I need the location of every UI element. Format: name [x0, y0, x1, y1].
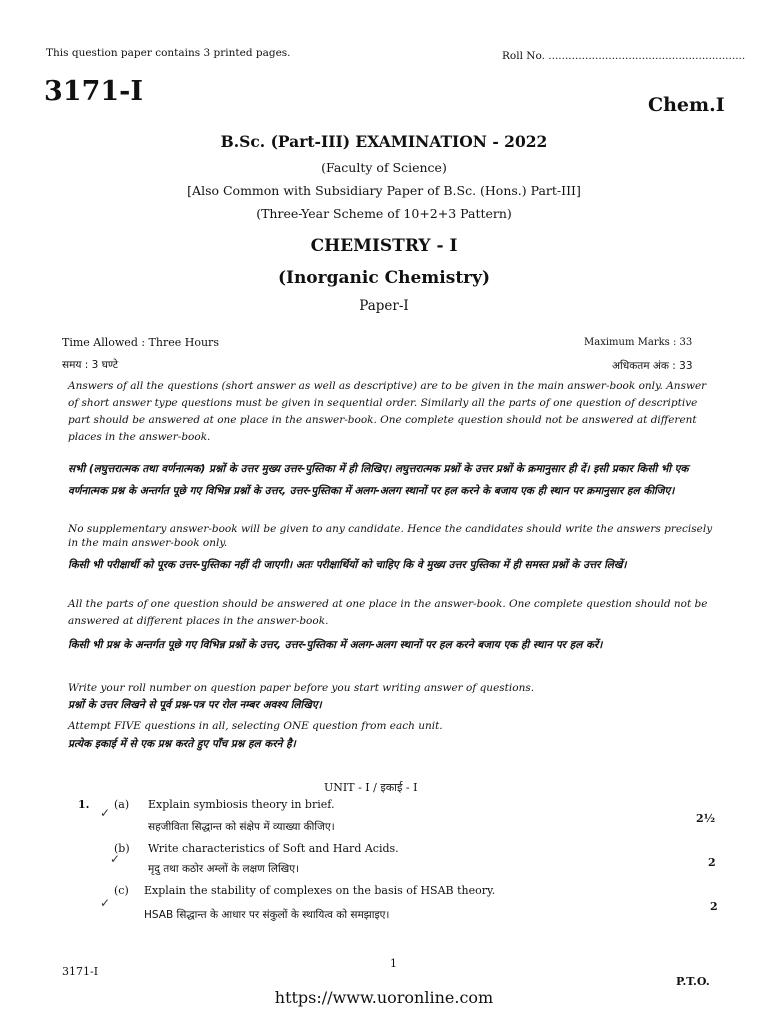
question-text-hindi: HSAB सिद्धान्त के आधार पर संकुलों के स्थायित्व को समझाइए।	[144, 909, 390, 921]
check-mark-icon: ✓	[100, 806, 111, 820]
scheme-line: (Three-Year Scheme of 10+2+3 Pattern)	[256, 206, 512, 221]
question-text: Explain symbiosis theory in brief.	[148, 798, 335, 811]
faculty-line: (Faculty of Science)	[321, 160, 447, 175]
maximum-marks-hindi: अधिकतम अंक : 33	[612, 360, 693, 372]
question-part-label: (b)	[114, 842, 130, 855]
page-number: 1	[390, 957, 397, 970]
instruction-supplementary: No supplementary answer-book will be given to any candidate. Hence the candidates should write the answers precisely in the main answer-book only.	[68, 523, 713, 549]
question-number: 1.	[78, 798, 90, 811]
question-text-hindi: मृदु तथा कठोर अम्लों के लक्षण लिखिए।	[148, 863, 300, 875]
question-marks: 2½	[696, 812, 716, 825]
time-allowed-hindi: समय : 3 घण्टे	[62, 359, 119, 371]
subject-subtitle: (Inorganic Chemistry)	[277, 268, 491, 288]
instruction-roll-number: Write your roll number on question paper before you start writing answer of questions.	[68, 682, 535, 694]
instruction-roll-number-hindi: प्रश्नों के उत्तर लिखने से पूर्व प्रश्न-पत्र पर रोल नम्बर अवश्य लिखिए।	[68, 699, 322, 711]
paper-number: Paper-I	[359, 298, 409, 314]
instruction-supplementary-hindi: किसी भी परीक्षार्थी को पूरक उत्तर-पुस्तिका नहीं दी जाएगी। अतः परीक्षार्थियों को चाहिए कि वे मुख्य उत्तर पुस्तिका में ही समस्त प्रश्नों के उत्तर लिखें।	[68, 559, 627, 571]
check-mark-icon: ✓	[110, 852, 121, 866]
question-text: Explain the stability of complexes on the basis of HSAB theory.	[144, 884, 496, 897]
subject-title: CHEMISTRY - I	[310, 236, 458, 256]
pto-note: P.T.O.	[676, 975, 710, 988]
instruction-attempt-hindi: प्रत्येक इकाई में से एक प्रश्न करते हुए पाँच प्रश्न हल करने है।	[68, 738, 296, 750]
question-text-hindi: सहजीविता सिद्धान्त को संक्षेप में व्याख्या कीजिए।	[148, 821, 335, 833]
paper-code: 3171-I	[44, 76, 143, 107]
instruction-attempt: Attempt FIVE questions in all, selecting ONE question from each unit.	[68, 720, 443, 732]
question-part-label: (a)	[114, 798, 130, 811]
time-allowed: Time Allowed : Three Hours	[62, 336, 219, 349]
printed-pages-note: This question paper contains 3 printed pages.	[46, 47, 291, 59]
question-part-label: (c)	[114, 884, 129, 897]
question-text: Write characteristics of Soft and Hard Acids.	[148, 842, 399, 855]
instruction-parts: All the parts of one question should be answered at one place in the answer-book. One complete question should not be answered at different places in the answer-book.	[68, 598, 708, 627]
unit-heading: UNIT - I / इकाई - I	[324, 781, 418, 794]
exam-title: B.Sc. (Part-III) EXAMINATION - 2022	[220, 132, 548, 151]
check-mark-icon: ✓	[100, 896, 111, 910]
roll-number-field: Roll No. ...........................................................	[502, 50, 746, 62]
instruction-answers-hindi: सभी (लघुत्तरात्मक तथा वर्णनात्मक) प्रश्नों के उत्तर मुख्य उत्तर-पुस्तिका में ही लिखिए। लघुत्तरात्मक प्रश्नों के उत्तर प्रश्नों के क्रमानुसार ही दें। इसी प्रकार किसी भी एक वर्णनात्मक प्रश्न के अन्तर्गत पूछे गए विभिन्न प्रश्नों के उत्तर, उत्तर-पुस्तिका में अलग-अलग स्थानों पर हल करने के बजाय एक ही स्थान पर क्रमानुसार हल कीजिए।	[68, 463, 689, 497]
instruction-parts-hindi: किसी भी प्रश्न के अन्तर्गत पूछे गए विभिन्न प्रश्नों के उत्तर, उत्तर-पुस्तिका में अलग-अलग स्थानों पर हल करने बजाय एक ही स्थान पर हल करें।	[68, 639, 603, 651]
common-line: [Also Common with Subsidiary Paper of B.Sc. (Hons.) Part-III]	[187, 183, 581, 198]
source-url: https://www.uoronline.com	[274, 988, 494, 1007]
footer-paper-code: 3171-I	[62, 965, 99, 978]
question-marks: 2	[710, 900, 718, 913]
subject-code: Chem.I	[648, 94, 725, 116]
question-marks: 2	[708, 856, 716, 869]
instruction-answers: Answers of all the questions (short answer as well as descriptive) are to be given in the main answer-book only. Answer of short answer type questions must be given in sequential order. Similarly all the parts of one question of descriptive part should be answered at one place in the answer-book. One complete question should not be answered at different places in the answer-book.	[68, 380, 707, 443]
maximum-marks: Maximum Marks : 33	[584, 337, 693, 348]
